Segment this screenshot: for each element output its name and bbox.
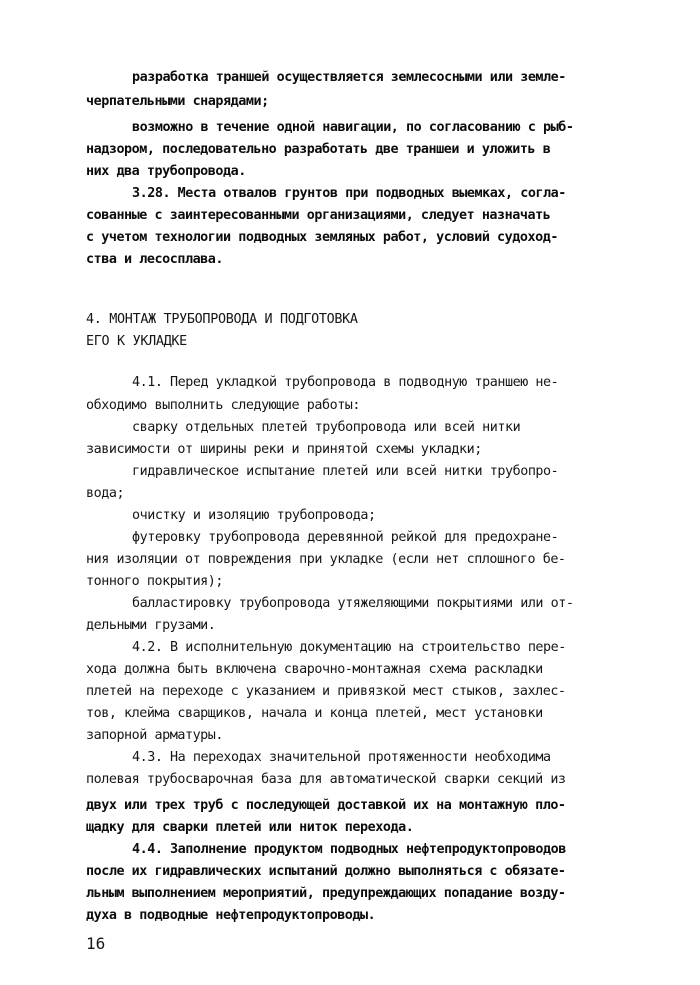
text-line: них два трубопровода. bbox=[86, 164, 246, 179]
text-line: разработка траншей осуществляется землесосными или земле- bbox=[132, 70, 566, 85]
text-line: льным выполнением мероприятий, предупреждающих попадание возду- bbox=[86, 886, 566, 901]
section-title: 4. МОНТАЖ ТРУБОПРОВОДА И ПОДГОТОВКА bbox=[86, 312, 358, 327]
page-number: 16 bbox=[86, 934, 106, 953]
text-line: очистку и изоляцию трубопровода; bbox=[132, 508, 376, 523]
text-line: духа в подводные нефтепродуктопроводы. bbox=[86, 908, 376, 923]
text-line: 4.3. На переходах значительной протяженности необходима bbox=[132, 750, 551, 765]
text-line: ния изоляции от повреждения при укладке (если нет сплошного бе- bbox=[86, 552, 566, 567]
text-line: 3.28. Места отвалов грунтов при подводных выемках, согла- bbox=[132, 186, 566, 201]
text-line: надзором, последовательно разработать две траншеи и уложить в bbox=[86, 142, 551, 157]
text-line: балластировку трубопровода утяжеляющими покрытиями или от- bbox=[132, 596, 574, 611]
text-line: двух или трех труб с последующей доставкой их на монтажную пло- bbox=[86, 798, 566, 813]
text-line: щадку для сварки плетей или ниток перехода. bbox=[86, 820, 414, 835]
text-line: после их гидравлических испытаний должно выполняться с обязате- bbox=[86, 864, 566, 879]
text-line: тонного покрытия); bbox=[86, 574, 224, 589]
text-line: обходимо выполнить следующие работы: bbox=[86, 398, 361, 413]
text-line: полевая трубосварочная база для автоматической сварки секций из bbox=[86, 772, 566, 787]
text-line: сварку отдельных плетей трубопровода или всей нитки bbox=[132, 420, 521, 435]
text-line: хода должна быть включена сварочно-монтажная схема раскладки bbox=[86, 662, 543, 677]
text-line: черпательными снарядами; bbox=[86, 94, 269, 109]
text-line: сованные с заинтересованными организациями, следует назначать bbox=[86, 208, 551, 223]
text-line: зависимости от ширины реки и принятой схемы укладки; bbox=[86, 442, 482, 457]
text-line: плетей на переходе с указанием и привязкой мест стыков, захлес- bbox=[86, 684, 566, 699]
text-line: гидравлическое испытание плетей или всей нитки трубопро- bbox=[132, 464, 559, 479]
text-line: тов, клейма сварщиков, начала и конца плетей, мест установки bbox=[86, 706, 543, 721]
text-line: ства и лесосплава. bbox=[86, 252, 224, 267]
text-line: запорной арматуры. bbox=[86, 728, 224, 743]
text-line: 4.2. В исполнительную документацию на строительство пере- bbox=[132, 640, 566, 655]
text-line: вода; bbox=[86, 486, 125, 501]
text-line: 4.4. Заполнение продуктом подводных нефтепродуктопроводов bbox=[132, 842, 566, 857]
text-line: дельными грузами. bbox=[86, 618, 216, 633]
text-line: футеровку трубопровода деревянной рейкой для предохране- bbox=[132, 530, 559, 545]
text-line: 4.1. Перед укладкой трубопровода в подводную траншею не- bbox=[132, 375, 559, 390]
text-line: возможно в течение одной навигации, по согласованию с рыб- bbox=[132, 120, 574, 135]
text-line: с учетом технологии подводных земляных работ, условий судоход- bbox=[86, 230, 558, 245]
section-title: ЕГО К УКЛАДКЕ bbox=[86, 334, 187, 349]
